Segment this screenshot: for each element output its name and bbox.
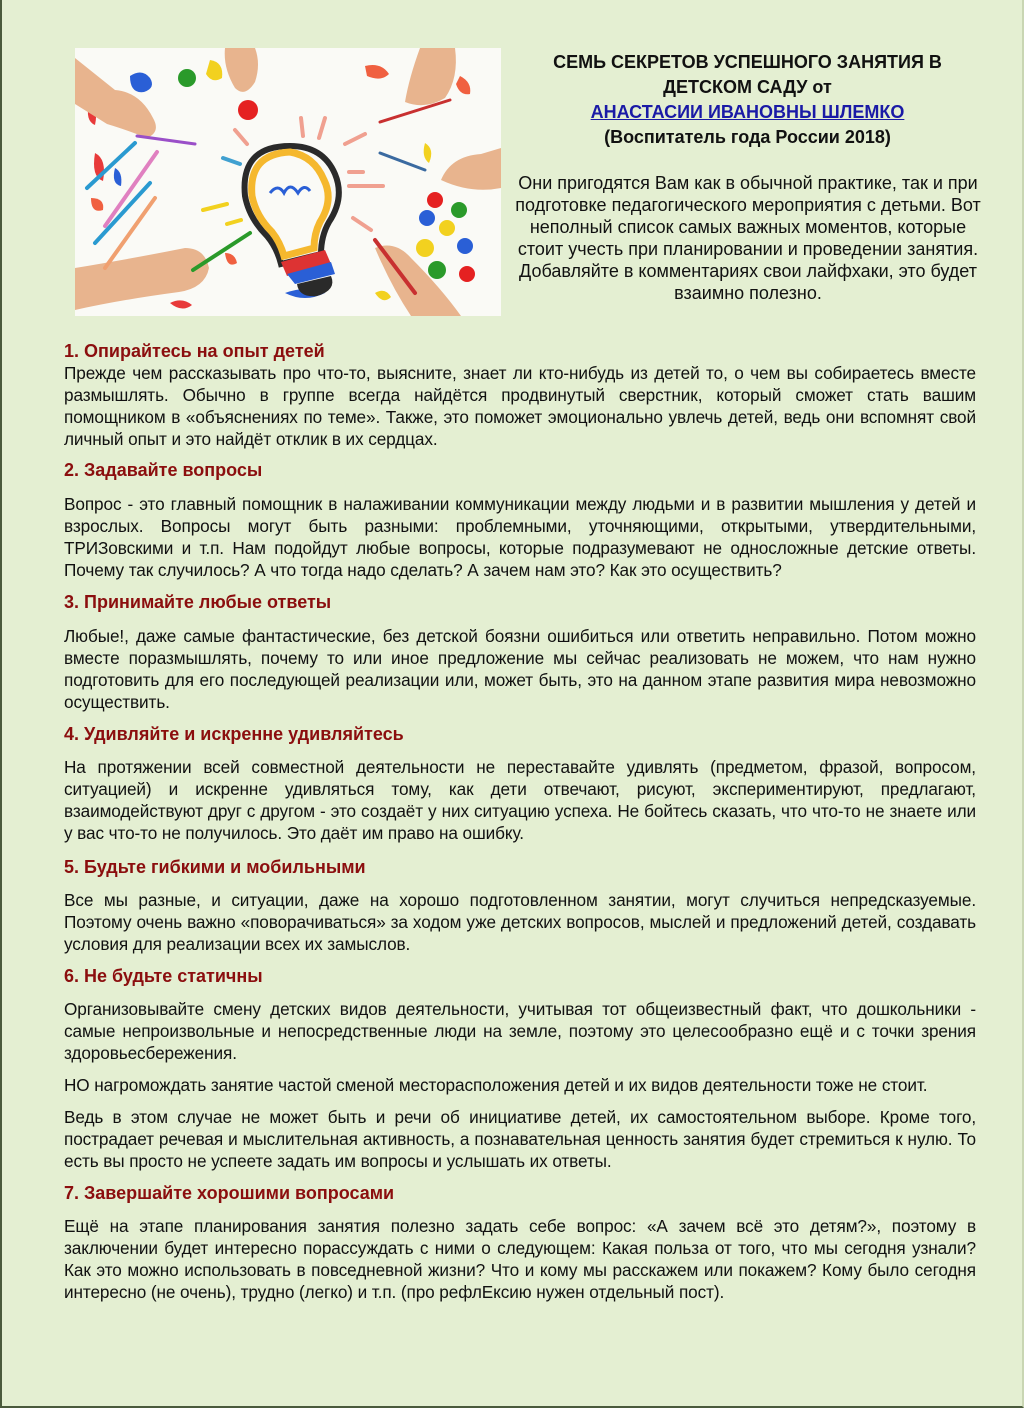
author-subtitle: (Воспитатель года России 2018) bbox=[604, 127, 891, 147]
article-body bbox=[64, 340, 976, 1303]
section-3-paragraph: Любые!, даже самые фантастические, без детской боязни ошибиться или ответить неправильно. Потом можно вместе поразмышлять, почему то или иное предложение мы сейчас реализовать не можем, что нам нужно подготовить для его последующей реализации или, может быть, это на данном этапе развития мира невозможно осуществить. bbox=[64, 626, 976, 712]
section-4-paragraph: На протяжении всей совместной деятельности не переставайте удивлять (предметом, фразой, вопросом, ситуацией) и искренне удивляться тому, как дети отвечают, рисуют, экспериментируют, предлагают, взаимодействуют друг с другом - это создаёт у них ситуацию успеха. Не бойтесь сказать, что что-то не знаете или у вас что-то не получилось. Это даёт им право на ошибку. bbox=[64, 757, 976, 843]
section-6-paragraph-1: Организовывайте смену детских видов деятельности, учитывая тот общеизвестный факт, что дошкольники - самые непроизвольные и непосредственные люди на земле, поэтому это целесообразно ещё и с точки зрения здоровьесбережения. bbox=[64, 999, 976, 1063]
section-3-heading: 3. Принимайте любые ответы bbox=[64, 592, 332, 612]
section-6-paragraph-3: Ведь в этом случае не может быть и речи об инициативе детей, их самостоятельном выборе. Кроме того, пострадает речевая и мыслительная активность, а познавательная ценность занятия будет стремиться к нулю. То есть вы просто не успеете задать им вопросы и услышать их ответы. bbox=[64, 1107, 976, 1171]
section-2-heading: 2. Задавайте вопросы bbox=[64, 460, 263, 480]
intro-paragraph: Они пригодятся Вам как в обычной практике, так и при подготовке педагогического мероприятия с детьми. Вот неполный список самых важных моментов, которые стоит учесть при планировании и проведении занятия. Добавляйте в комментариях свои лайфхаки, это будет взаимно полезно. bbox=[515, 173, 981, 303]
section-7-heading: 7. Завершайте хорошими вопросами bbox=[64, 1183, 395, 1203]
section-1-heading: 1. Опирайтесь на опыт детей bbox=[64, 341, 325, 361]
section-5-paragraph: Все мы разные, и ситуации, даже на хорошо подготовленном занятии, могут случиться непредсказуемые. Поэтому очень важно «поворачиваться» за ходом уже детских вопросов, мыслей и предложений детей, создавать условия для реализации всех их замыслов. bbox=[64, 890, 976, 954]
article-title-block bbox=[520, 50, 975, 150]
section-5-heading: 5. Будьте гибкими и мобильными bbox=[64, 857, 366, 877]
section-6-paragraph-2: НО нагромождать занятие частой сменой месторасположения детей и их видов деятельности тоже не стоит. bbox=[64, 1075, 928, 1095]
section-1-paragraph: Прежде чем рассказывать про что-то, выясните, знает ли кто-нибудь из детей то, о чем вы собираетесь вместе размышлять. Обычно в группе всегда найдётся продвинутый сверстник, который сможет стать вашим помощником в «объяснениях по теме». Также, это поможет эмоционально увлечь детей, ведь они вспомнят свой личный опыт и это найдёт отклик в их сердцах. bbox=[64, 363, 976, 449]
lightbulb-illustration bbox=[75, 48, 501, 316]
article-title-line-2: ДЕТСКОМ САДУ от bbox=[663, 77, 832, 97]
section-6-heading: 6. Не будьте статичны bbox=[64, 966, 263, 986]
hero-image-lightbulb-painting bbox=[75, 48, 501, 316]
section-7-paragraph: Ещё на этапе планирования занятия полезно задать себе вопрос: «А зачем всё это детям?», поэтому в заключении будет интересно порассуждать с ними о следующем: Какая польза от того, что мы сегодня узнали? Как это можно использовать в повседневной жизни? Что и кому мы расскажем или покажем? Кому было сегодня интересно (не очень), трудно (легко) и т.п. (про рефлЕксию нужен отдельный пост). bbox=[64, 1216, 976, 1302]
section-4-heading: 4. Удивляйте и искренне удивляйтесь bbox=[64, 724, 404, 744]
author-link[interactable]: АНАСТАСИИ ИВАНОВНЫ ШЛЕМКО bbox=[590, 102, 905, 122]
article-title-line-1: СЕМЬ СЕКРЕТОВ УСПЕШНОГО ЗАНЯТИЯ В bbox=[553, 52, 942, 72]
section-2-paragraph: Вопрос - это главный помощник в налаживании коммуникации между людьми и в развитии мышления у детей и взрослых. Вопросы могут быть разными: проблемными, уточняющими, открытыми, утвердительными, ТРИЗовскими и т.п. Нам подойдут любые вопросы, которые подразумевают не односложные детские ответы. Почему так случилось? А что тогда надо сделать? А зачем нам это? Как это осуществить? bbox=[64, 494, 976, 580]
